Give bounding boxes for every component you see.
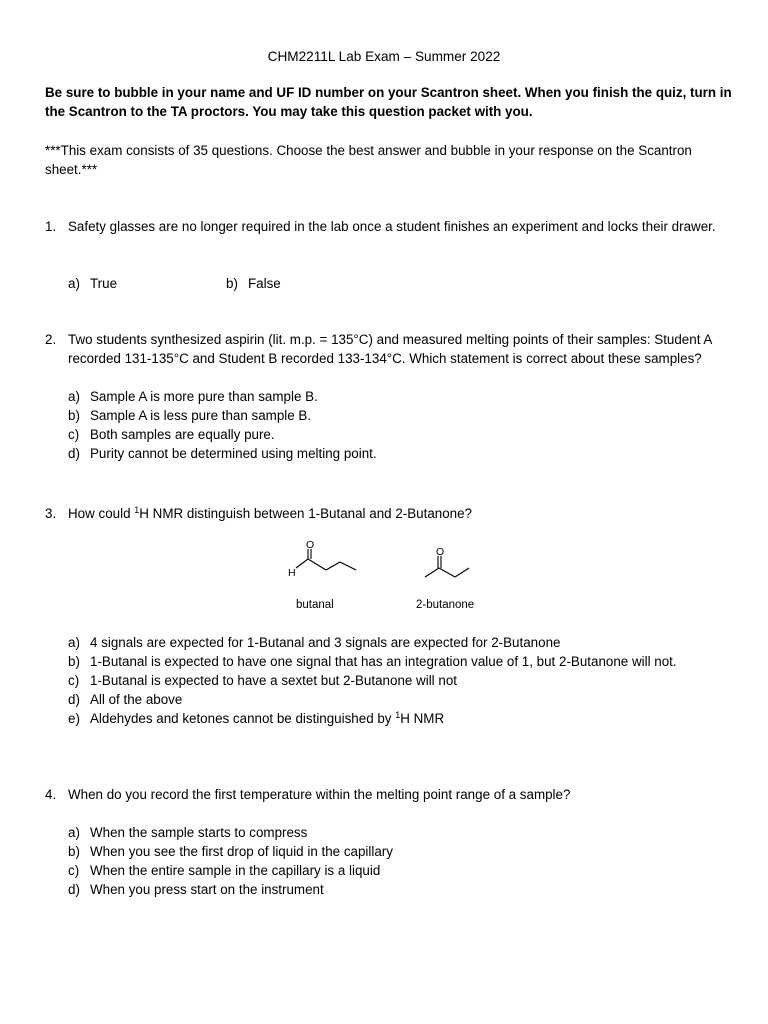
butanal-hydrogen-label: H (288, 567, 296, 579)
butanal-label: butanal (296, 599, 334, 611)
option-letter: d) (68, 882, 80, 897)
exam-title: CHM2211L Lab Exam – Summer 2022 (267, 49, 501, 64)
butanone-label: 2-butanone (416, 599, 475, 611)
butanal-structure (296, 549, 356, 570)
option-letter: a) (68, 276, 80, 291)
option-letter: d) (68, 692, 80, 707)
butanone-structure (425, 556, 469, 577)
option-text: When you press start on the instrument (90, 882, 324, 897)
question-text: Two students synthesized aspirin (lit. m.p. = 135°C) and measured melting points of their samples: Student A recorded 131-135°C and Student B recorded 133-134°C. Which statement is correct about these samples? (68, 332, 712, 366)
option-letter: b) (68, 408, 80, 423)
option-letter: a) (68, 635, 80, 650)
question-2 (45, 331, 735, 368)
structures-figure (270, 538, 500, 616)
option-letter: b) (226, 276, 238, 291)
option-letter: c) (68, 863, 80, 878)
option-letter: e) (68, 711, 80, 726)
question-number: 4. (45, 787, 57, 802)
question-number: 3. (45, 506, 57, 521)
option-letter: c) (68, 673, 80, 688)
option-letter: c) (68, 427, 80, 442)
option-text: 1-Butanal is expected to have one signal that has an integration value of 1, but 2-Butanone will not. (90, 654, 677, 669)
option-text: 4 signals are expected for 1-Butanal and 3 signals are expected for 2-Butanone (90, 635, 561, 650)
option-letter: a) (68, 825, 80, 840)
question-number: 1. (45, 219, 57, 234)
option-letter: d) (68, 446, 80, 461)
option-letter: b) (68, 654, 80, 669)
butanone-oxygen-label: O (436, 546, 445, 558)
scantron-instructions: Be sure to bubble in your name and UF ID number on your Scantron sheet. When you finish the quiz, turn in the Scantron to the TA proctors. You may take this question packet with you. (45, 85, 732, 119)
option-letter: b) (68, 844, 80, 859)
butanal-oxygen-label: O (306, 539, 315, 551)
question-text: When do you record the first temperature within the melting point range of a sample? (68, 787, 571, 802)
question-text: Safety glasses are no longer required in the lab once a student finishes an experiment and locks their drawer. (68, 219, 716, 234)
question-1 (45, 218, 735, 237)
exam-note: ***This exam consists of 35 questions. Choose the best answer and bubble in your response on the Scantron sheet.*** (45, 143, 692, 177)
option-text: Both samples are equally pure. (90, 427, 275, 442)
option-text: Sample A is more pure than sample B. (90, 389, 318, 404)
option-text: When the entire sample in the capillary is a liquid (90, 863, 381, 878)
option-text: When you see the first drop of liquid in the capillary (90, 844, 393, 859)
option-letter: a) (68, 389, 80, 404)
option-text: True (90, 276, 118, 291)
option-text: When the sample starts to compress (90, 825, 308, 840)
question-4 (45, 786, 735, 805)
option-text: Sample A is less pure than sample B. (90, 408, 312, 423)
option-text: 1-Butanal is expected to have a sextet but 2-Butanone will not (90, 673, 457, 688)
question-text: How could $^1$H NMR distinguish between 1-Butanal and 2-Butanone? (68, 505, 473, 521)
question-3 (45, 505, 735, 524)
option-text: False (248, 276, 281, 291)
option-text: All of the above (90, 692, 183, 707)
option-text: Aldehydes and ketones cannot be distinguished by $^1$H NMR (90, 710, 445, 726)
option-text: Purity cannot be determined using melting point. (90, 446, 377, 461)
question-number: 2. (45, 332, 57, 347)
